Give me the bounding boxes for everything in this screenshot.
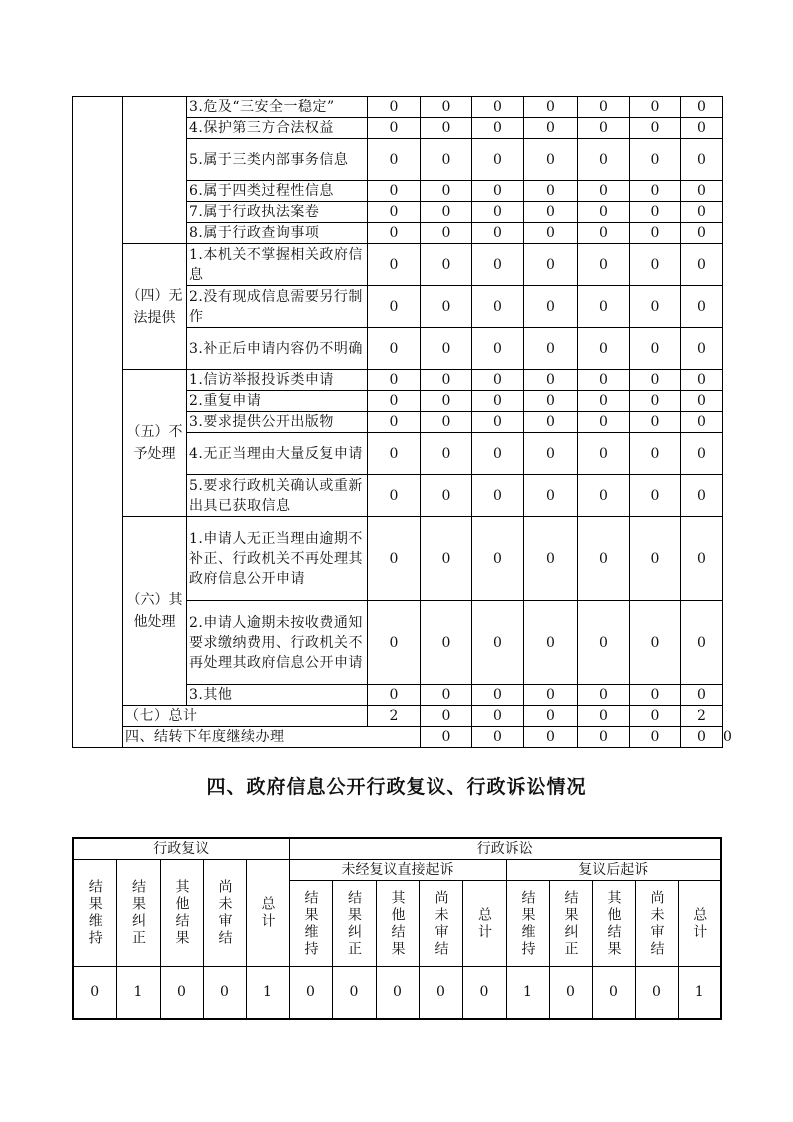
value-cell: 0	[524, 223, 578, 244]
value-cell: 0	[524, 601, 578, 685]
value-cell: 0	[524, 370, 578, 391]
value-cell: 0	[524, 118, 578, 139]
value-cell: 0	[681, 97, 723, 118]
row-label: 3.危及“三安全一稳定”	[187, 97, 368, 118]
review-col-label: 总计	[246, 860, 289, 967]
value-cell: 0	[578, 244, 630, 286]
review-litigation-table	[72, 837, 722, 1020]
row-label: 4.保护第三方合法权益	[187, 118, 368, 139]
value-cell: 0	[681, 370, 723, 391]
row-label: 2.没有现成信息需要另行制作	[187, 286, 368, 328]
value-cell: 0	[681, 118, 723, 139]
value-cell: 1	[116, 967, 160, 1019]
value-cell: 0	[376, 967, 419, 1019]
value-cell: 0	[421, 181, 472, 202]
application-handling-table	[72, 96, 732, 748]
value-cell: 0	[524, 475, 578, 517]
direct-header: 未经复议直接起诉	[289, 860, 506, 881]
value-cell: 0	[203, 967, 246, 1019]
value-cell: 0	[421, 286, 472, 328]
litigation-col-label: 结果维持	[506, 881, 549, 967]
total-label: （七）总计	[123, 706, 368, 727]
value-cell: 0	[630, 433, 681, 475]
value-cell: 0	[630, 202, 681, 223]
value-cell: 0	[421, 601, 472, 685]
value-cell: 0	[578, 286, 630, 328]
value-cell: 0	[578, 202, 630, 223]
value-cell: 0	[421, 517, 472, 601]
value-cell: 0	[681, 181, 723, 202]
value-cell: 0	[421, 433, 472, 475]
value-cell: 1	[246, 967, 289, 1019]
value-cell: 0	[472, 181, 524, 202]
value-cell: 0	[421, 370, 472, 391]
value-cell: 0	[549, 967, 592, 1019]
value-cell: 0	[472, 118, 524, 139]
row-label: 4.无正当理由大量反复申请	[187, 433, 368, 475]
value-cell: 0	[289, 967, 332, 1019]
value-cell: 0	[368, 202, 421, 223]
value-cell: 0	[73, 967, 116, 1019]
value-cell: 0	[578, 601, 630, 685]
value-cell: 0	[368, 244, 421, 286]
value-cell: 0	[578, 433, 630, 475]
litigation-col-label: 其他结果	[376, 881, 419, 967]
value-cell: 0	[472, 433, 524, 475]
value-cell: 0	[472, 202, 524, 223]
value-cell: 0	[681, 685, 723, 706]
value-cell: 0	[524, 181, 578, 202]
value-cell: 0	[630, 118, 681, 139]
value-cell: 0	[630, 244, 681, 286]
value-cell: 0	[524, 433, 578, 475]
value-cell: 0	[524, 706, 578, 727]
value-cell: 2	[368, 706, 421, 727]
litigation-col-label: 尚未审结	[635, 881, 678, 967]
value-cell: 0	[524, 727, 578, 748]
value-cell: 0	[630, 97, 681, 118]
value-cell: 0	[472, 601, 524, 685]
value-cell: 0	[368, 370, 421, 391]
value-cell: 0	[472, 97, 524, 118]
value-cell: 0	[630, 475, 681, 517]
value-cell: 0	[681, 475, 723, 517]
value-cell: 0	[472, 706, 524, 727]
after-review-header: 复议后起诉	[506, 860, 721, 881]
litigation-col-label: 其他结果	[592, 881, 635, 967]
value-cell: 0	[681, 517, 723, 601]
value-cell: 0	[368, 517, 421, 601]
value-cell: 0	[421, 328, 472, 370]
value-cell: 0	[421, 97, 472, 118]
value-cell: 0	[421, 475, 472, 517]
value-cell: 0	[421, 202, 472, 223]
value-cell: 1	[506, 967, 549, 1019]
value-cell: 0	[578, 517, 630, 601]
value-cell: 0	[332, 967, 376, 1019]
review-col-label: 结果维持	[73, 860, 116, 967]
value-cell: 0	[368, 286, 421, 328]
value-cell: 0	[472, 727, 524, 748]
value-cell: 0	[578, 706, 630, 727]
value-cell: 0	[368, 181, 421, 202]
value-cell: 0	[524, 202, 578, 223]
litigation-col-label: 结果维持	[289, 881, 332, 967]
value-cell: 0	[578, 139, 630, 181]
value-cell: 0	[524, 328, 578, 370]
value-cell: 0	[630, 685, 681, 706]
value-cell: 0	[630, 286, 681, 328]
litigation-header: 行政诉讼	[289, 838, 721, 860]
row-label: 1.本机关不掌握相关政府信息	[187, 244, 368, 286]
table-row	[73, 370, 723, 391]
value-cell: 0	[578, 685, 630, 706]
value-cell: 0	[630, 727, 681, 748]
value-cell: 0	[472, 286, 524, 328]
value-cell: 0	[681, 412, 723, 433]
row-label: 2.重复申请	[187, 391, 368, 412]
value-cell: 0	[681, 139, 723, 181]
row-label: 3.其他	[187, 685, 368, 706]
value-cell: 0	[368, 97, 421, 118]
value-cell: 0	[472, 475, 524, 517]
value-cell: 0	[578, 328, 630, 370]
value-cell: 0	[635, 967, 678, 1019]
value-cell: 0	[368, 118, 421, 139]
row-label: 3.补正后申请内容仍不明确	[187, 328, 368, 370]
value-cell: 0	[630, 181, 681, 202]
value-cell: 0	[421, 223, 472, 244]
review-col-label: 结果纠正	[116, 860, 160, 967]
value-cell: 0	[421, 685, 472, 706]
value-cell: 0	[524, 244, 578, 286]
value-cell: 0	[524, 517, 578, 601]
row-label: 2.申请人逾期未按收费通知要求缴纳费用、行政机关不再处理其政府信息公开申请	[187, 601, 368, 685]
value-cell: 0	[524, 97, 578, 118]
table-row	[73, 517, 723, 601]
value-cell: 0	[578, 475, 630, 517]
value-cell: 0	[630, 139, 681, 181]
value-cell: 0	[524, 286, 578, 328]
value-cell: 0	[524, 139, 578, 181]
litigation-col-label: 总计	[678, 881, 721, 967]
value-cell: 0	[160, 967, 203, 1019]
value-cell: 0	[368, 139, 421, 181]
value-cell: 0	[472, 685, 524, 706]
value-cell: 0	[368, 223, 421, 244]
table-row	[73, 244, 723, 286]
value-cell: 0	[681, 727, 723, 748]
value-cell: 0	[524, 412, 578, 433]
category-blank-cell	[123, 97, 187, 244]
row-label: 6.属于四类过程性信息	[187, 181, 368, 202]
row-label: 5.要求行政机关确认或重新出具已获取信息	[187, 475, 368, 517]
value-cell: 0	[592, 967, 635, 1019]
category-label: （四）无法提供	[123, 244, 187, 370]
value-cell: 0	[368, 391, 421, 412]
value-cell: 0	[630, 391, 681, 412]
value-cell: 0	[368, 685, 421, 706]
review-col-label: 尚未审结	[203, 860, 246, 967]
value-cell: 0	[472, 244, 524, 286]
value-cell: 0	[472, 223, 524, 244]
value-cell: 0	[630, 601, 681, 685]
row-label: 1.申请人无正当理由逾期不补正、行政机关不再处理其政府信息公开申请	[187, 517, 368, 601]
review-header: 行政复议	[73, 838, 289, 860]
row-label: 1.信访举报投诉类申请	[187, 370, 368, 391]
value-cell: 0	[681, 391, 723, 412]
value-cell: 2	[681, 706, 723, 727]
value-cell: 0	[630, 223, 681, 244]
category-label: （六）其他处理	[123, 517, 187, 706]
value-cell: 0	[681, 244, 723, 286]
value-cell: 0	[578, 118, 630, 139]
value-cell: 0	[421, 139, 472, 181]
value-cell: 0	[419, 967, 462, 1019]
value-cell: 0	[681, 286, 723, 328]
value-cell: 0	[368, 475, 421, 517]
carryover-label: 四、结转下年度继续办理	[123, 727, 421, 748]
value-cell: 0	[578, 223, 630, 244]
value-cell: 0	[630, 370, 681, 391]
value-cell: 0	[578, 181, 630, 202]
value-cell: 0	[472, 412, 524, 433]
value-cell: 0	[578, 97, 630, 118]
value-cell: 0	[421, 391, 472, 412]
value-cell: 0	[681, 601, 723, 685]
value-cell: 0	[368, 412, 421, 433]
section-title: 四、政府信息公开行政复议、行政诉讼情况	[206, 776, 587, 798]
value-cell: 0	[630, 328, 681, 370]
value-cell: 0	[421, 727, 472, 748]
value-cell: 0	[630, 517, 681, 601]
value-cell: 0	[472, 370, 524, 391]
total-row	[73, 706, 723, 727]
value-cell: 0	[472, 139, 524, 181]
value-cell: 0	[472, 328, 524, 370]
value-cell: 0	[681, 433, 723, 475]
value-cell: 0	[368, 601, 421, 685]
value-cell: 0	[462, 967, 506, 1019]
litigation-col-label: 结果纠正	[332, 881, 376, 967]
litigation-col-label: 尚未审结	[419, 881, 462, 967]
row-label: 8.属于行政查询事项	[187, 223, 368, 244]
litigation-col-label: 总计	[462, 881, 506, 967]
row-label: 7.属于行政执法案卷	[187, 202, 368, 223]
review-col-label: 其他结果	[160, 860, 203, 967]
litigation-col-label: 结果纠正	[549, 881, 592, 967]
value-cell: 0	[681, 223, 723, 244]
value-cell: 0	[421, 118, 472, 139]
outer-blank-cell	[73, 97, 123, 748]
value-cell: 0	[368, 328, 421, 370]
value-cell: 0	[578, 391, 630, 412]
value-cell: 0	[472, 391, 524, 412]
row-label: 3.要求提供公开出版物	[187, 412, 368, 433]
value-cell: 0	[578, 370, 630, 391]
value-cell: 0	[368, 433, 421, 475]
value-cell: 0	[524, 391, 578, 412]
value-cell: 0	[421, 244, 472, 286]
value-cell: 0	[421, 412, 472, 433]
value-cell: 0	[472, 517, 524, 601]
value-cell: 0	[421, 706, 472, 727]
value-cell: 0	[681, 328, 723, 370]
table-row	[73, 97, 723, 118]
value-cell: 0	[524, 685, 578, 706]
value-cell: 1	[678, 967, 721, 1019]
value-cell: 0	[578, 727, 630, 748]
category-label: （五）不予处理	[123, 370, 187, 517]
row-label: 5.属于三类内部事务信息	[187, 139, 368, 181]
carryover-row: 四、结转下年度继续办理 0 0 0 0 0 0 0	[73, 727, 723, 748]
value-cell: 0	[630, 706, 681, 727]
value-cell: 0	[630, 412, 681, 433]
value-cell: 0	[681, 202, 723, 223]
value-cell: 0	[578, 412, 630, 433]
